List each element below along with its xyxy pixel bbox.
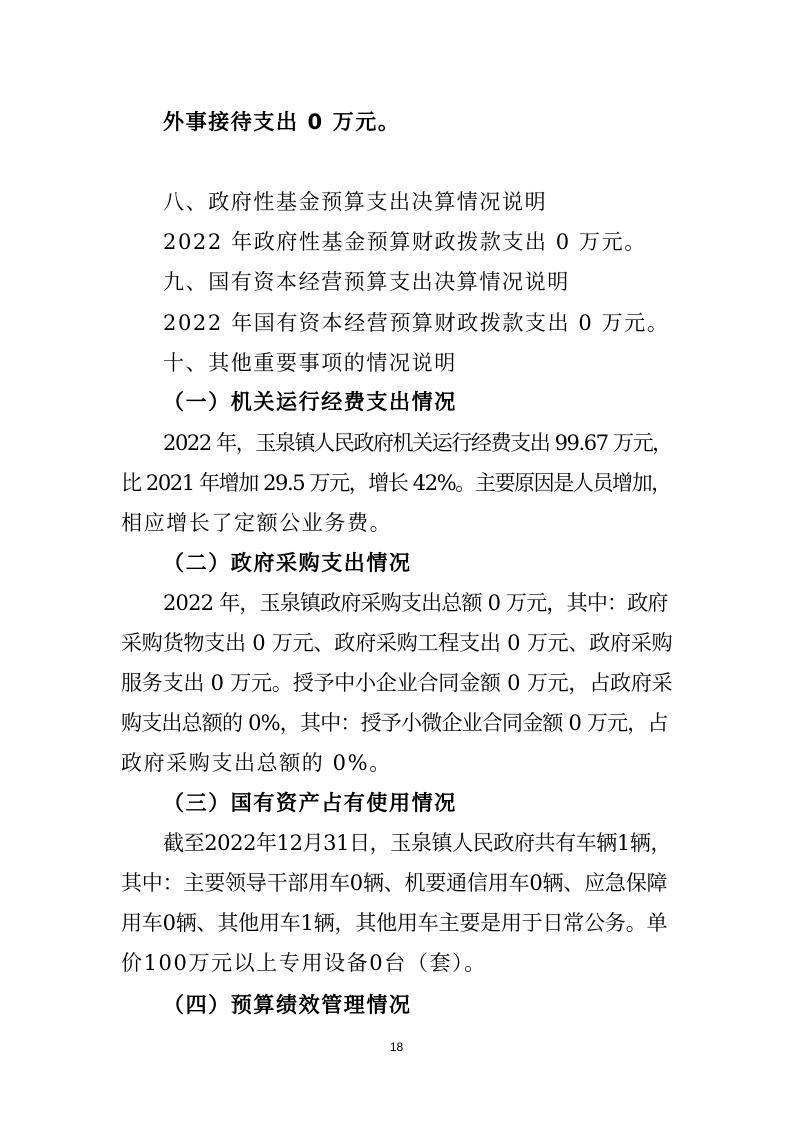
text-line: 外事接待支出 0 万元。 [163,110,401,134]
paragraph-line: 截至2022年12月31日，玉泉镇人民政府共有车辆1辆， [163,831,672,855]
paragraph-line: 2022 年，玉泉镇人民政府机关运行经费支出 99.67 万元， [163,431,672,455]
paragraph-line: 服务支出 0 万元。授予中小企业合同金额 0 万元，占政府采 [121,671,673,695]
paragraph-line: 购支出总额的 0%，其中：授予小微企业合同金额 0 万元，占 [121,711,668,735]
subsection-heading: （一）机关运行经费支出情况 [163,390,457,414]
paragraph-line: 比 2021 年增加 29.5 万元，增长 42%。主要原因是人员增加， [121,471,671,495]
paragraph-line: 2022 年国有资本经营预算财政拨款支出 0 万元。 [163,311,670,335]
paragraph-line: 2022 年政府性基金预算财政拨款支出 0 万元。 [163,230,647,254]
section-heading: 十、其他重要事项的情况说明 [163,351,457,375]
paragraph-line: 2022 年，玉泉镇政府采购支出总额 0 万元，其中：政府 [163,591,668,615]
paragraph-line: 政府采购支出总额的 0%。 [121,751,392,775]
paragraph-line: 相应增长了定额公业务费。 [121,511,393,535]
subsection-heading: （三）国有资产占有使用情况 [163,791,457,815]
paragraph-line: 其中：主要领导干部用车0辆、机要通信用车0辆、应急保障 [121,871,668,895]
subsection-heading: （二）政府采购支出情况 [163,551,412,575]
section-heading: 八、政府性基金预算支出决算情况说明 [163,190,548,214]
subsection-heading: （四）预算绩效管理情况 [163,993,412,1017]
section-heading: 九、国有资本经营预算支出决算情况说明 [163,270,570,294]
paragraph-line: 价100万元以上专用设备0台（套）。 [121,951,487,975]
paragraph-line: 用车0辆、其他用车1辆，其他用车主要是用于日常公务。单 [121,911,668,935]
paragraph-line: 采购货物支出 0 万元、政府采购工程支出 0 万元、政府采购 [121,631,673,655]
page-number: 18 [389,1040,404,1054]
